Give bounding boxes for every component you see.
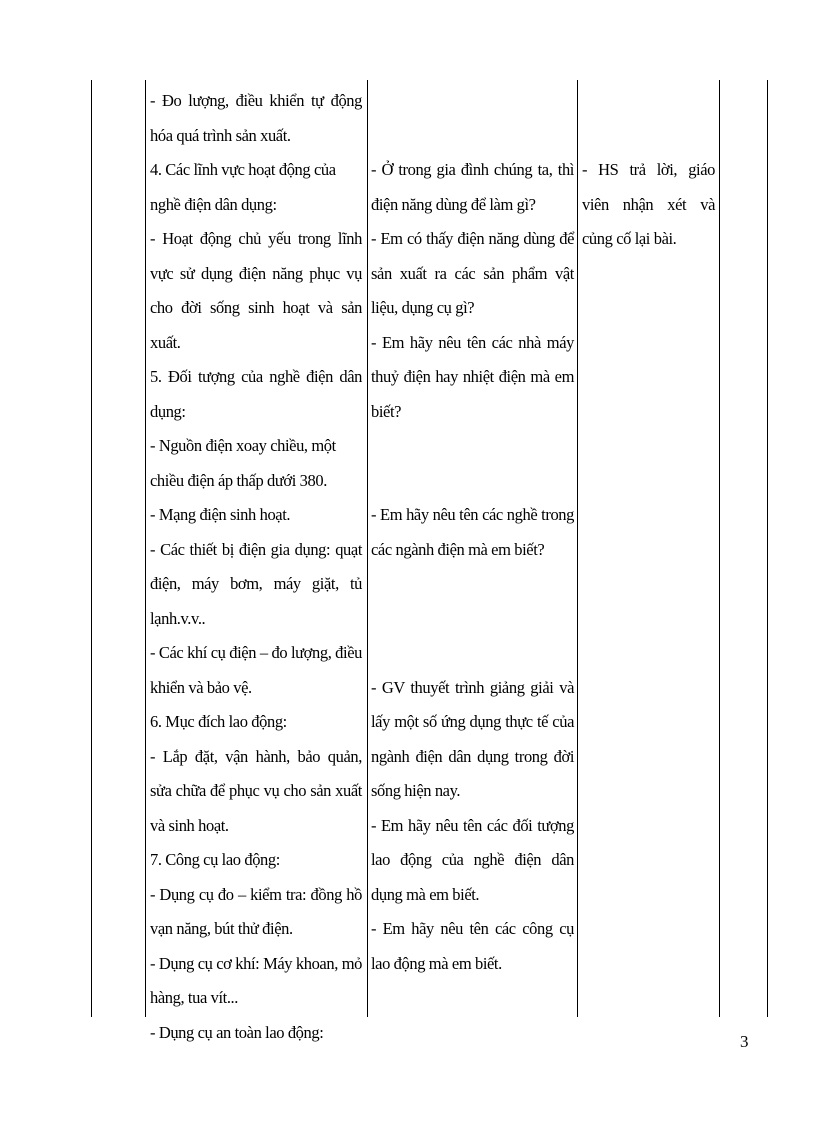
question-paragraph: - Em hãy nêu tên các nghề trong các ngành điện mà em biết? — [371, 505, 574, 559]
student-note: - HS trả lời, giáo viên nhận xét và củng cố lại bài. — [582, 160, 715, 248]
section-heading: 5. Đối tượng của nghề điện dân dụng: — [150, 367, 362, 421]
content-paragraph: - Dụng cụ cơ khí: Máy khoan, mỏ hàng, tua vít... — [150, 953, 362, 1007]
question-paragraph: - Em có thấy điện năng dùng để sản xuất ra các sản phẩm vật liệu, dụng cụ gì? — [371, 229, 574, 317]
spacer — [371, 567, 574, 602]
spacer — [371, 429, 574, 464]
column-divider-3 — [577, 80, 578, 1017]
spacer — [371, 464, 574, 499]
content-paragraph: - Mạng điện sinh hoạt. — [150, 505, 291, 524]
student-activity-column — [582, 80, 715, 257]
question-paragraph: - Em hãy nêu tên các nhà máy thuỷ điện hay nhiệt điện mà em biết? — [371, 332, 574, 421]
content-column — [150, 80, 362, 1050]
question-paragraph: - Em hãy nêu tên các đối tượng lao động của nghề điện dân dụng mà em biết. — [371, 815, 574, 904]
question-paragraph: - Ở trong gia đình chúng ta, thì điện năng dùng để làm gì? — [371, 160, 574, 214]
content-paragraph: - Dụng cụ an toàn lao động: — [150, 1022, 324, 1042]
content-paragraph: - Các thiết bị điện gia dụng: quạt điện, máy bơm, máy giặt, tủ lạnh.v.v.. — [150, 539, 362, 628]
content-paragraph: - Đo lượng, điều khiển tự động hóa quá trình sản xuất. — [150, 91, 362, 145]
section-heading: 4. Các lĩnh vực hoạt động của nghề điện dân dụng: — [150, 160, 336, 214]
page-number: 3 — [740, 1032, 749, 1051]
teacher-activity-column — [371, 80, 574, 981]
spacer — [371, 636, 574, 671]
table-border-right — [767, 80, 768, 1017]
column-divider-1 — [145, 80, 146, 1017]
question-paragraph: - GV thuyết trình giảng giải và lấy một số ứng dụng thực tế của ngành điện dân dụng trong đời sống hiện nay. — [371, 677, 574, 800]
column-divider-2 — [367, 80, 368, 1017]
content-paragraph: - Dụng cụ đo – kiểm tra: đồng hồ vạn năng, bút thử điện. — [150, 884, 362, 938]
content-paragraph: - Các khí cụ điện – đo lượng, điều khiển và bảo vệ. — [150, 643, 362, 697]
spacer — [371, 602, 574, 637]
question-paragraph: - Em hãy nêu tên các công cụ lao động mà em biết. — [371, 919, 574, 973]
content-paragraph: - Lắp đặt, vận hành, bảo quản, sửa chữa để phục vụ cho sản xuất và sinh hoạt. — [150, 746, 362, 835]
content-paragraph: - Nguồn điện xoay chiều, một chiều điện áp thấp dưới 380. — [150, 436, 336, 490]
table-border-left — [91, 80, 92, 1017]
column-divider-4 — [719, 80, 720, 1017]
section-heading: 7. Công cụ lao động: — [150, 850, 280, 869]
section-heading: 6. Mục đích lao động: — [150, 712, 287, 731]
content-paragraph: - Hoạt động chủ yếu trong lĩnh vực sử dụng điện năng phục vụ cho đời sống sinh hoạt và sản xuất. — [150, 229, 362, 352]
